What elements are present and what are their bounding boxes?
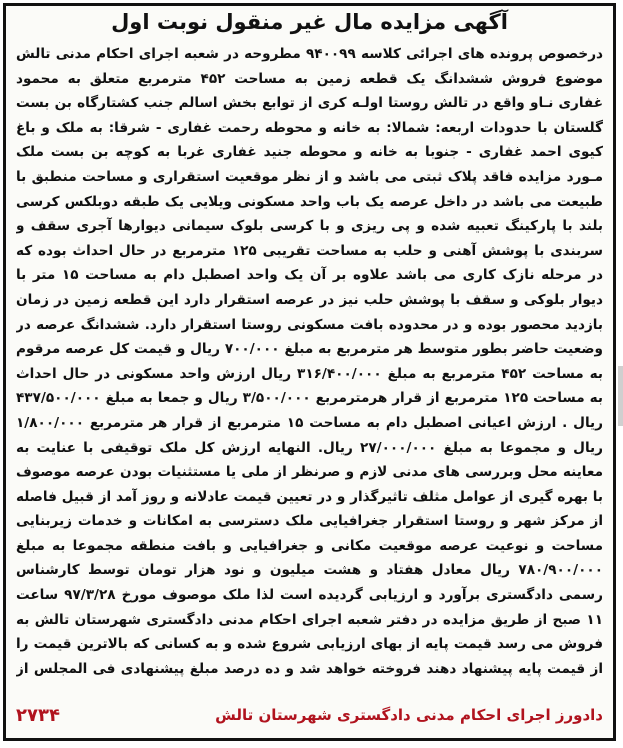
notice-footer	[16, 700, 603, 730]
notice-title: آگهی مزایده مال غیر منقول نوبت اول	[111, 10, 508, 34]
page-edge-mark	[618, 366, 623, 426]
notice-frame	[3, 3, 616, 741]
notice-body-paragraph: درخصوص پرونده های اجرائی کلاسه ۹۴۰۰۹۹ مطروحه در شعبه اجرای احکام مدنی تالش موضوع فروش ششدانگ یک قطعه زمین به مساحت ۴۵۲ مترمربع متعلق به محمود غفاری نـاو واقع در تالش روستا اولـه کری از توابع بخش اسالم جنب کشتارگاه بن بست گلستان با حدودات اربعه: شمالا: به خانه و محوطه رحمت غفاری - شرقا: به ملک و باغ کیوی احمد غفاری - جنوبا به خانه و محوطه جنید غفاری غربا به کوچه بن بست ملک مـورد مزایده فاقد پلاک ثبتی می باشد و از نظر موقعیت استقراری و مساحت منطبق با طبیعت می باشد در داخل عرصه یک باب واحد مسکونی ویلایی یک طبقه دوبلکس کرسی بلند با پارکینگ تعبیه شده و پی ریزی و با کرسی بلوک سیمانی دیوارها آجری سقف و سربندی با پوشش آهنی و حلب به مساحت تقریبی ۱۲۵ مترمربع در حال احداث بوده که در مرحله نازک کاری می باشد علاوه بر آن یک واحد اصطبل دام به مساحت ۱۵ متر با دیوار بلوکی و سقف با پوشش حلب نیز در عرصه استقرار دارد این قطعه زمین در زمان بازدید محصور بوده و در محدوده بافت مسکونی روستا استقرار دارد. ششدانگ عرصه در وضعیت حاضر بطور متوسط هر مترمربع به مبلغ ۷۰۰/۰۰۰ ریال و قیمت کل عرصه مرقوم به مساحت ۴۵۲ مترمربع به مبلغ ۳۱۶/۴۰۰/۰۰۰ ریال ارزش واحد مسکونی در حال احداث به مساحت ۱۲۵ مترمربع از قرار هرمترمربع ۳/۵۰۰/۰۰۰ ریال و جمعا به مبلغ ۴۳۷/۵۰۰/۰۰۰ ریال . ارزش اعیانی اصطبل دام به مساحت ۱۵ مترمربع از قرار هر مترمربع ۱/۸۰۰/۰۰۰ ریال و مجموعا به مبلغ ۲۷/۰۰۰/۰۰۰ ریال. النهایه ارزش کل ملک توقیفی با عنایت به معاینه محل وبررسی های مدنی لازم و صرنظر از ملی یا مستثنیات بودن عرصه موصوف با بهره گیری از عوامل مثلف تاثیرگذار و در تعیین قیمت عادلانه و روز آمد از قبیل فاصله از مرکز شهر و روستا استقرار جغرافیایی ملک دسترسی به امکانات و خدمات زیربنایی مساحت و نوعیت عرصه موقعیت مکانی و جغرافیایی و بافت منطقه مجموعا به مبلغ ۷۸۰/۹۰۰/۰۰۰ ریال معادل هفتاد و هشت میلیون و نود هزار تومان توسط کارشناس رسمی دادگستری برآورد و ارزیابی گردیده است لذا ملک موصوف مورخ ۹۷/۳/۲۸ ساعت ۱۱ صبح از طریق مزایده در دفتر شعبه اجرای احکام مدنی دادگستری شهرستان تالش به فروش می رسد قیمت پایه از بهای ارزیابی شروع شده و به کسانی که بالاترین قیمت را از قیمت پایه پیشنهاد دهند فروخته خواهد شد و ده درصد مبلغ پیشنهادی فی المجلس از	[16, 46, 603, 677]
notice-body	[16, 42, 603, 686]
ad-code: ۲۷۳۴	[16, 704, 60, 726]
issuer-signature: دادورز اجرای احکام مدنی دادگستری شهرستان تالش	[215, 706, 603, 724]
